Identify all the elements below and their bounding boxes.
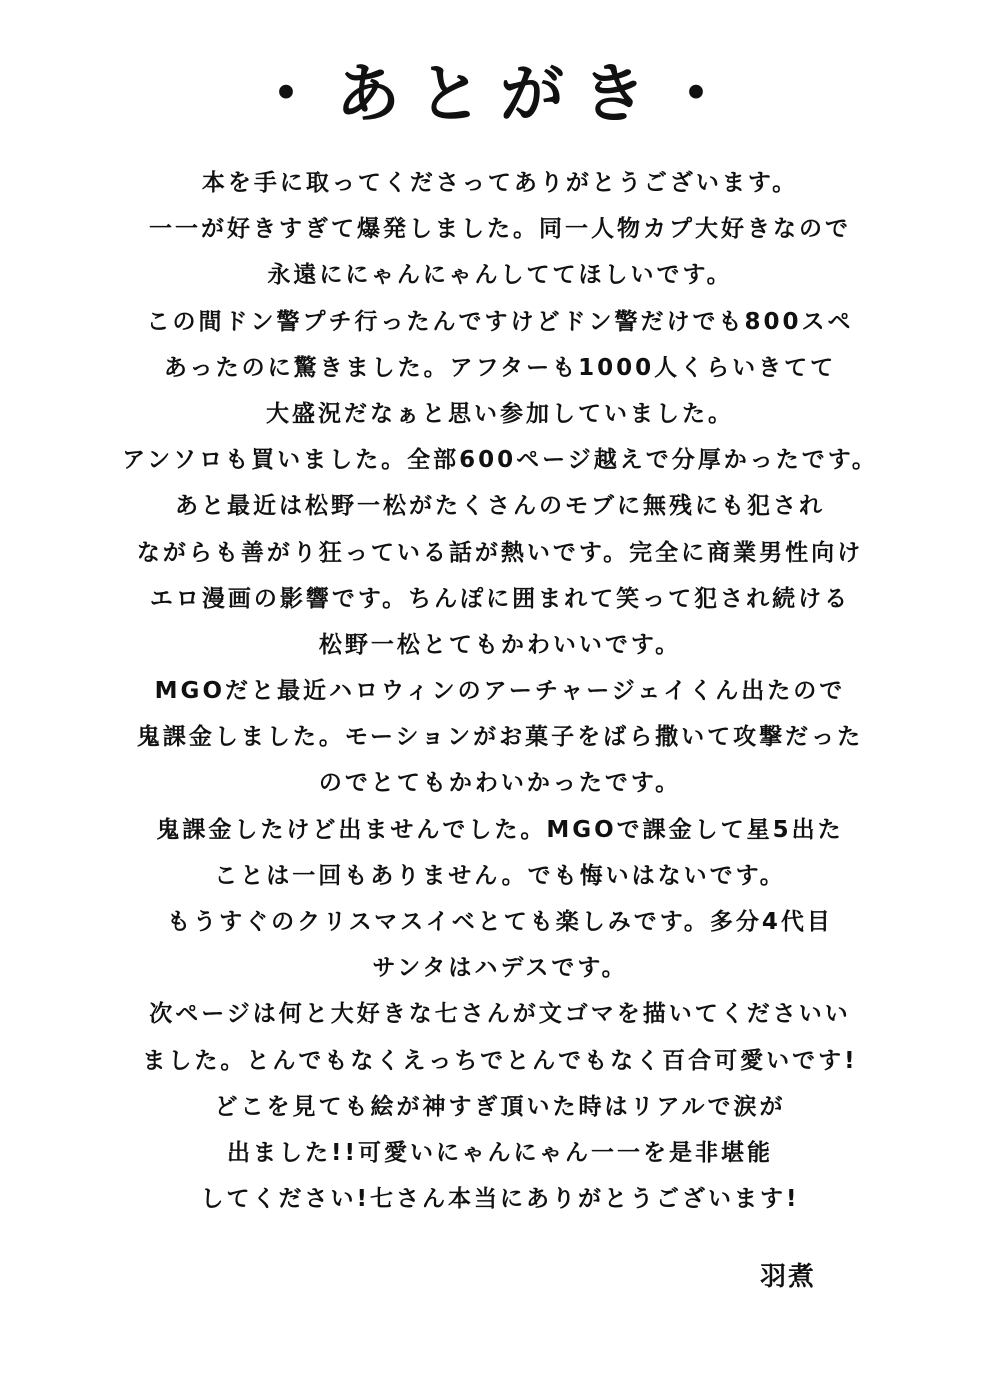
- afterword-body: [40, 160, 960, 1222]
- body-line: もうすぐのクリスマスイベとても楽しみです。多分4代目: [167, 909, 833, 935]
- body-line: サンタはハデスです。: [372, 955, 628, 982]
- body-line: 一一が好きすぎて爆発しました。同一人物カプ大好きなので: [149, 216, 851, 243]
- body-line: アンソロも買いました。全部600ページ越えで分厚かったです。: [122, 447, 878, 474]
- body-line: 出ました!!可愛いにゃんにゃん一一を是非堪能: [226, 1139, 774, 1166]
- body-line: 鬼課金したけど出ませんでした。MGOで課金して星5出た: [156, 816, 844, 843]
- body-line: ました。とんでもなくえっちでとんでもなく百合可愛いです!: [142, 1047, 858, 1074]
- body-line: この間ドン警プチ行ったんですけどドン警だけでも800スペ: [146, 308, 854, 335]
- body-line: 松野一松とてもかわいいです。: [318, 631, 682, 658]
- body-line: どこを見ても絵が神すぎ頂いた時はリアルで涙が: [214, 1093, 786, 1120]
- body-line: のでとてもかわいかったです。: [318, 770, 682, 797]
- body-line: 永遠ににゃんにゃんしててほしいです。: [267, 262, 733, 289]
- body-line: 次ページは何と大好きな七さんが文ゴマを描いてくださいい: [149, 1001, 851, 1028]
- body-line: してください!七さん本当にありがとうございます!: [200, 1186, 800, 1213]
- body-line: 大盛況だなぁと思い参加していました。: [266, 400, 734, 427]
- body-line: あったのに驚きました。アフターも1000人くらいきてて: [163, 354, 837, 381]
- body-line: エロ漫画の影響です。ちんぽに囲まれて笑って犯され続ける: [149, 585, 851, 612]
- body-line: MGOだと最近ハロウィンのアーチャージェイくん出たので: [154, 678, 846, 705]
- body-line: あと最近は松野一松がたくさんのモブに無残にも犯され: [175, 493, 825, 520]
- author-signature: 羽煮: [760, 1262, 817, 1292]
- body-line: 鬼課金しました。モーションがお菓子をばら撒いて攻撃だった: [136, 724, 864, 751]
- page-title: ・あとがき・: [254, 58, 746, 132]
- body-line: ことは一回もありません。でも悔いはないです。: [214, 862, 786, 889]
- body-line: 本を手に取ってくださってありがとうございます。: [201, 170, 799, 196]
- body-line: ながらも善がり狂っている話が熱いです。完全に商業男性向け: [136, 539, 864, 566]
